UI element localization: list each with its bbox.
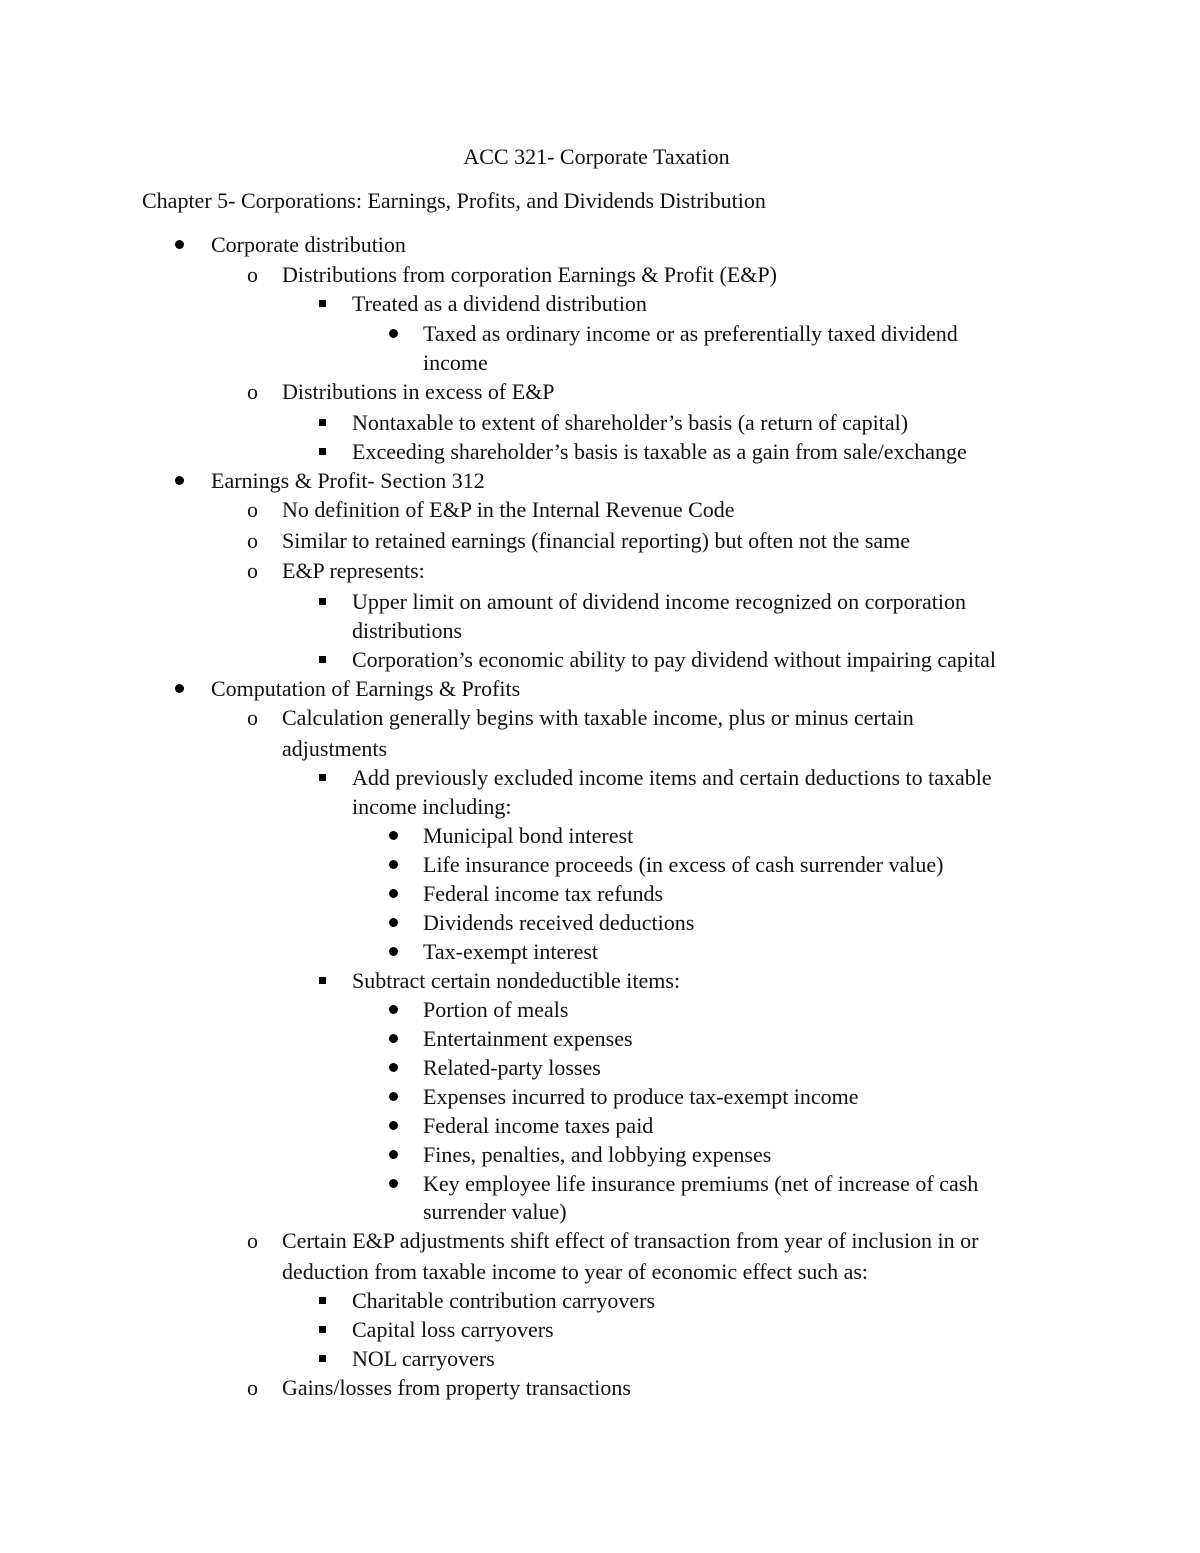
outline-item-continuation: surrender value)	[423, 1199, 567, 1224]
bullet-square-icon	[319, 1297, 326, 1304]
outline-item-l3: Charitable contribution carryovers	[352, 1288, 656, 1313]
outline-item-l3: Subtract certain nondeductible items:	[352, 968, 681, 993]
outline-item-l4: Federal income taxes paid	[423, 1113, 654, 1138]
outline-item-l4: Key employee life insurance premiums (net of increase of cash	[423, 1171, 979, 1196]
bullet-circle-icon: o	[247, 262, 258, 287]
outline-item-l2: Similar to retained earnings (financial reporting) but often not the same	[282, 528, 911, 553]
bullet-square-icon	[319, 419, 326, 426]
outline-item-l2: E&P represents:	[282, 558, 425, 583]
bullet-circle-icon: o	[247, 1228, 258, 1253]
outline-item-l4: Fines, penalties, and lobbying expenses	[423, 1142, 772, 1167]
bullet-circle-icon: o	[247, 528, 258, 553]
outline-item-l3: Nontaxable to extent of shareholder’s basis (a return of capital)	[352, 410, 909, 435]
bullet-square-icon	[319, 448, 326, 455]
bullet-dot-icon	[389, 1034, 398, 1043]
bullet-dot-icon	[389, 947, 398, 956]
outline-item-l3: NOL carryovers	[352, 1346, 495, 1371]
bullet-square-icon	[319, 1355, 326, 1362]
bullet-dot-icon	[389, 329, 398, 338]
outline-item-l4: Related-party losses	[423, 1055, 601, 1080]
bullet-circle-icon: o	[247, 558, 258, 583]
outline-item-l3: Corporation’s economic ability to pay dividend without impairing capital	[352, 647, 996, 672]
bullet-dot-icon	[175, 684, 184, 693]
outline-item-l2: Distributions from corporation Earnings & Profit (E&P)	[282, 262, 777, 287]
outline-item-l4: Expenses incurred to produce tax-exempt income	[423, 1084, 859, 1109]
bullet-square-icon	[319, 656, 326, 663]
outline-item-l3: Treated as a dividend distribution	[352, 291, 647, 316]
bullet-dot-icon	[389, 1150, 398, 1159]
outline-item-continuation: adjustments	[282, 736, 388, 761]
outline-item-l4: Dividends received deductions	[423, 910, 695, 935]
bullet-square-icon	[319, 300, 326, 307]
bullet-dot-icon	[389, 1005, 398, 1014]
bullet-dot-icon	[389, 1063, 398, 1072]
outline-item-l2: No definition of E&P in the Internal Revenue Code	[282, 497, 735, 522]
bullet-dot-icon	[389, 1092, 398, 1101]
outline-item-continuation: income including:	[352, 794, 512, 819]
chapter-heading: Chapter 5- Corporations: Earnings, Profits, and Dividends Distribution	[142, 188, 766, 213]
bullet-dot-icon	[389, 860, 398, 869]
bullet-square-icon	[319, 1326, 326, 1333]
outline-item-continuation: deduction from taxable income to year of economic effect such as:	[282, 1259, 869, 1284]
bullet-dot-icon	[389, 1121, 398, 1130]
outline-item-l4: Federal income tax refunds	[423, 881, 664, 906]
outline-item-l4: Municipal bond interest	[423, 823, 634, 848]
document-title: ACC 321- Corporate Taxation	[463, 144, 730, 169]
bullet-dot-icon	[389, 1179, 398, 1188]
bullet-square-icon	[319, 598, 326, 605]
outline-item-continuation: income	[423, 350, 488, 375]
outline-item-l4: Tax-exempt interest	[423, 939, 599, 964]
bullet-dot-icon	[389, 918, 398, 927]
outline-item-l3: Exceeding shareholder’s basis is taxable as a gain from sale/exchange	[352, 439, 967, 464]
outline-item-l4: Life insurance proceeds (in excess of cash surrender value)	[423, 852, 944, 877]
outline-item-l2: Calculation generally begins with taxable income, plus or minus certain	[282, 705, 914, 730]
outline-item-l2: Gains/losses from property transactions	[282, 1375, 631, 1400]
bullet-dot-icon	[389, 831, 398, 840]
outline-item-l2: Certain E&P adjustments shift effect of transaction from year of inclusion in or	[282, 1228, 979, 1253]
bullet-square-icon	[319, 977, 326, 984]
outline-item-l4: Portion of meals	[423, 997, 569, 1022]
bullet-circle-icon: o	[247, 705, 258, 730]
outline-item-l3: Upper limit on amount of dividend income recognized on corporation	[352, 589, 967, 614]
bullet-circle-icon: o	[247, 379, 258, 404]
bullet-circle-icon: o	[247, 497, 258, 522]
bullet-square-icon	[319, 774, 326, 781]
outline-item-l3: Capital loss carryovers	[352, 1317, 554, 1342]
bullet-circle-icon: o	[247, 1375, 258, 1400]
outline-item-l1: Computation of Earnings & Profits	[211, 676, 521, 701]
outline-item-l1: Corporate distribution	[211, 232, 406, 257]
outline-item-l2: Distributions in excess of E&P	[282, 379, 555, 404]
outline-item-l4: Entertainment expenses	[423, 1026, 633, 1051]
outline-item-continuation: distributions	[352, 618, 463, 643]
outline-item-l1: Earnings & Profit- Section 312	[211, 468, 485, 493]
bullet-dot-icon	[175, 240, 184, 249]
outline-item-l4: Taxed as ordinary income or as preferentially taxed dividend	[423, 321, 958, 346]
outline-item-l3: Add previously excluded income items and certain deductions to taxable	[352, 765, 992, 790]
bullet-dot-icon	[175, 476, 184, 485]
bullet-dot-icon	[389, 889, 398, 898]
